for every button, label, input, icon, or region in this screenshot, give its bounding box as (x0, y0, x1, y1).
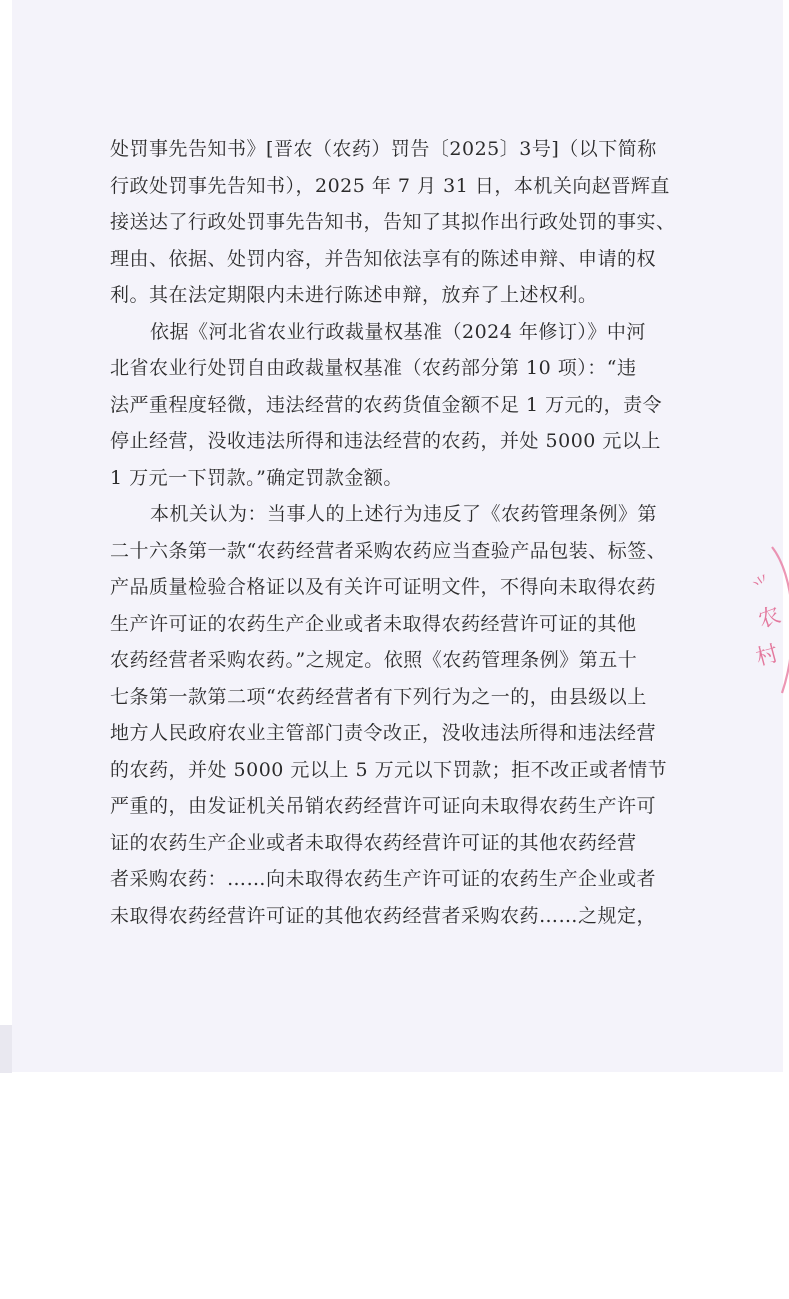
page-edge-shadow (0, 1025, 12, 1073)
text-line: 未取得农药经营许可证的其他农药经营者采购农药……之规定， (110, 904, 657, 927)
text-line: 证的农药生产企业或者未取得农药经营许可证的其他农药经营 (110, 831, 637, 854)
text-line: 行政处罚事先告知书），2025 年 7 月 31 日，本机关向赵晋辉直 (110, 174, 670, 197)
text-line: 1 万元一下罚款。”确定罚款金额。 (110, 466, 403, 489)
text-line: 生产许可证的农药生产企业或者未取得农药经营许可证的其他 (110, 612, 637, 635)
text-line: 者采购农药：……向未取得农药生产许可证的农药生产企业或者 (110, 868, 657, 890)
text-line: 停止经营，没收违法所得和违法经营的农药，并处 5000 元以上 (110, 430, 661, 452)
text-line: 北省农业行处罚自由政裁量权基准（农药部分第 10 项）：“违 (110, 357, 637, 379)
text-line: 法严重程度轻微，违法经营的农药货值金额不足 1 万元的，责令 (110, 393, 663, 416)
text-line: 理由、依据、处罚内容，并告知依法享有的陈述申辩、申请的权 (110, 247, 657, 270)
text-line: 利。其在法定期限内未进行陈述申辩，放弃了上述权利。 (110, 284, 598, 306)
text-line: 产品质量检验合格证以及有关许可证明文件，不得向未取得农药 (110, 576, 657, 598)
seal-glyph-middle: 农 (754, 602, 785, 634)
text-line: 依据《河北省农业行政裁量权基准（2024 年修订）》中河 (150, 320, 646, 343)
text-line: 农药经营者采购农药。”之规定。依照《农药管理条例》第五十 (110, 649, 638, 671)
text-line: 严重的，由发证机关吊销农药经营许可证向未取得农药生产许可 (110, 795, 657, 817)
text-line: 七条第一款第二项“农药经营者有下列行为之一的，由县级以上 (110, 685, 647, 708)
text-line: 地方人民政府农业主管部门责令改正，没收违法所得和违法经营 (110, 722, 657, 744)
text-line: 二十六条第一款“农药经营者采购农药应当查验产品包装、标签、 (110, 539, 667, 562)
text-line: 接送达了行政处罚事先告知书，告知了其拟作出行政处罚的事实、 (110, 211, 676, 233)
seal-glyph-bottom: 村 (753, 641, 782, 672)
official-seal-fragment (742, 545, 789, 695)
text-line: 的农药，并处 5000 元以上 5 万元以下罚款；拒不改正或者情节 (110, 758, 668, 781)
document-body (110, 131, 700, 934)
seal-glyph-top: ⺌ (749, 571, 777, 599)
text-line: 处罚事先告知书》[晋农（农药）罚告〔2025〕3号]（以下简称 (110, 138, 657, 160)
text-line: 本机关认为：当事人的上述行为违反了《农药管理条例》第 (150, 503, 658, 525)
